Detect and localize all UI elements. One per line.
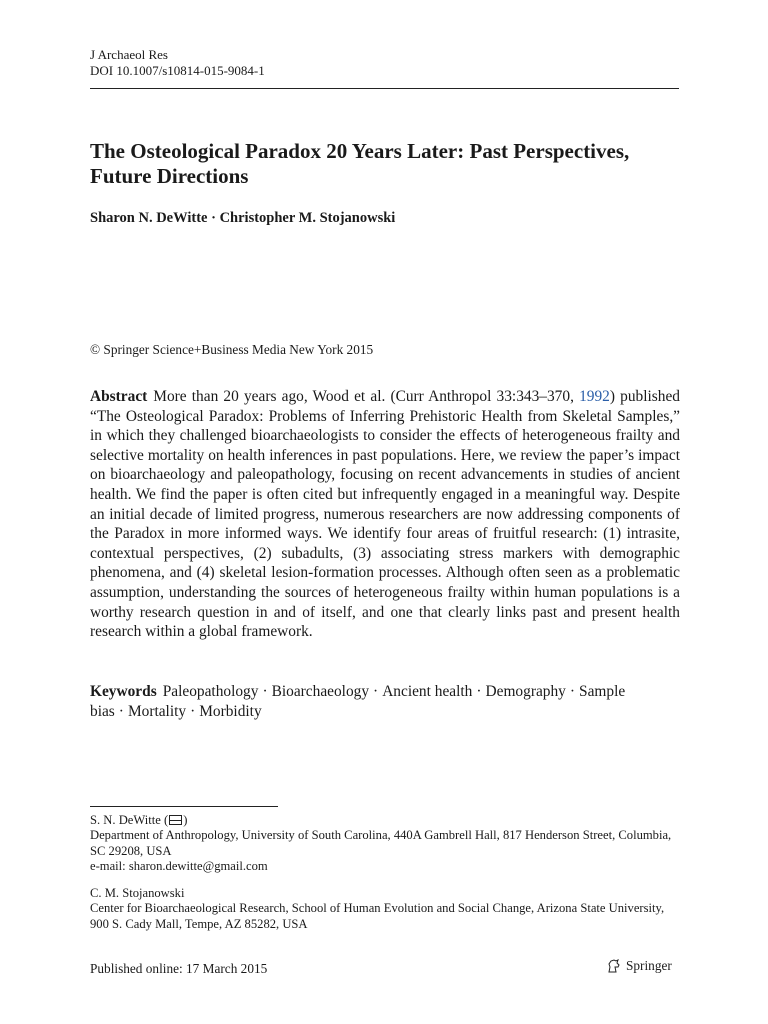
copyright-notice: © Springer Science+Business Media New York 2015 <box>90 342 374 357</box>
keyword: Morbidity <box>199 702 262 720</box>
affiliation-dewitte <box>90 813 680 874</box>
affiliation-dept: Department of Anthropology, University of South Carolina, 440A Gambrell Hall, 817 Henderson Street, Columbia, SC 29208, USA <box>90 828 672 858</box>
keyword: Ancient health <box>382 683 473 700</box>
paper-title: The Osteological Paradox 20 Years Later: Past Perspectives, Future Directions <box>90 139 630 188</box>
keyword-separator: · <box>476 683 482 700</box>
keywords <box>90 682 680 721</box>
doi: DOI 10.1007/s10814-015-9084-1 <box>90 63 265 78</box>
keyword: Mortality <box>127 702 187 720</box>
abstract-label: Abstract <box>90 388 148 405</box>
envelope-icon <box>169 815 182 825</box>
journal-name: J Archaeol Res <box>90 47 168 62</box>
footnote-rule <box>90 806 278 807</box>
author-list: Sharon N. DeWitte · Christopher M. Stojanowski <box>90 210 396 226</box>
abstract <box>90 387 680 642</box>
keyword-separator: · <box>373 683 379 700</box>
keywords-label: Keywords <box>90 683 157 700</box>
header-rule <box>90 88 679 89</box>
keyword: Paleopathology <box>162 683 259 700</box>
springer-horse-icon <box>606 958 622 974</box>
affiliation-name <box>90 813 680 828</box>
author-email[interactable]: e-mail: sharon.dewitte@gmail.com <box>90 858 268 873</box>
keyword: Demography <box>485 683 566 700</box>
published-date: Published online: 17 March 2015 <box>90 961 268 976</box>
abstract-text-rest: ) published “The Osteological Paradox: Problems of Inferring Prehistoric Health from Skeletal Samples,” in which they challenged bioarchaeologists to consider the effects of heterogeneous frailty and selective mortality on health inferences in past populations. Here, we review the paper’s impact on bioarchaeology and paleopathology, focusing on recent advancements in studies of ancient health. We find the paper is often cited but infrequently engaged in a meaningful way. Despite an initial decade of limited progress, numerous researchers are now addressing components of the Paradox in more informed ways. We identify four areas of fruitful research: (1) intrasite, contextual perspectives, (2) subadults, (3) associating stress markers with demographic phenomena, and (4) skeletal lesion-formation processes. Although often seen as a problematic assumption, understanding the sources of heterogeneous frailty within human populations is a worthy research question in and of itself, and one that clearly links past and present health research within a global framework. <box>90 388 681 641</box>
affiliation-stojanowski <box>90 886 680 932</box>
citation-link-1992[interactable]: 1992 <box>579 388 610 405</box>
keyword-separator: · <box>262 683 268 700</box>
publisher-mark <box>606 958 672 974</box>
affiliation-dept: Center for Bioarchaeological Research, School of Human Evolution and Social Change, Arizona State University, 900 S. Cady Mall, Tempe, AZ 85282, USA <box>90 901 665 931</box>
keyword: Bioarchaeology <box>271 683 370 700</box>
publisher-name: Springer <box>626 958 672 973</box>
author-name: S. N. DeWitte ( <box>90 813 169 827</box>
journal-header <box>90 47 265 79</box>
keyword-separator: · <box>118 702 124 720</box>
affiliation-name: C. M. Stojanowski <box>90 886 185 900</box>
keyword: Sample bias <box>90 683 626 720</box>
keyword-separator: · <box>190 702 196 720</box>
abstract-text-start: More than 20 years ago, Wood et al. (Curr Anthropol 33:343–370, <box>153 388 580 405</box>
author-name-suffix: ) <box>183 813 188 827</box>
keyword-separator: · <box>569 683 576 700</box>
